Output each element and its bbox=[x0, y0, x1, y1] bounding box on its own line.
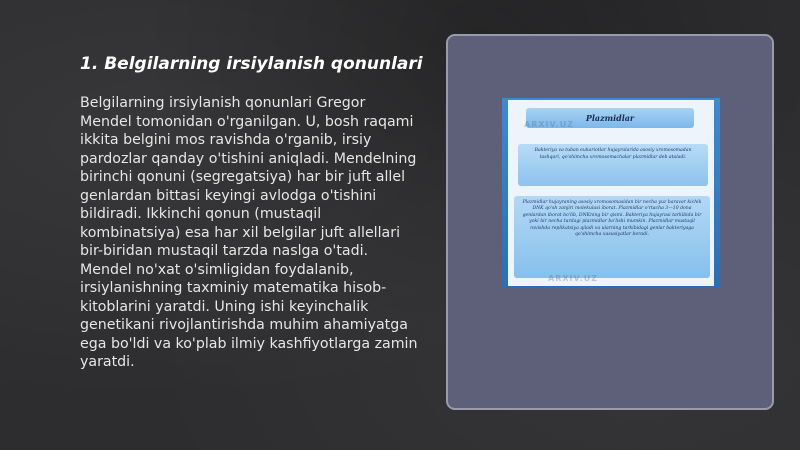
slide-description-box: Plazmidlar hujayraning asosiy xromosomasidan bir necha yuz baravar kichik DNK qo'sh zanjiri molekulasi iborat. Plazmidlar o'rtacha 3—10 dona genlardan iborat bo'lib, DNKning bir qismi. Bakteriya hujayrasi tarkibida bir yoki bir necha turdagi plazmidlar bo'lishi mumkin. Plazmidlar mustaqil ravishda replikatsiya qiladi va ularning tarkibidagi genlar bakteriyaga qo'shimcha xususiyatlar beradi. bbox=[514, 196, 710, 278]
body-paragraph: Belgilarning irsiylanish qonunlari Gregor Mendel tomonidan o'rganilgan. U, bosh raqami ikkita belgini mos ravishda o'rganib, irsiy pardozlar qanday o'tishini aniqladi. Mendelning birinchi qonuni (segregatsiya) har bir juft allel genlardan bittasi keyingi avlodga o'tishini bildiradi. Ikkinchi qonun (mustaqil kombinatsiya) esa har xil belgilar juft allellari bir-biridan mustaqil tarzda naslga o'tadi. Mendel no'xat o'simligidan foydalanib, irsiylanishning taxminiy matematika hisob-kitoblarini yaratdi. Uning ishi keyinchalik genetikani rivojlantirishda muhim ahamiyatga ega bo'ldi va ko'plab ilmiy kashfiyotlarga zamin yaratdi. bbox=[80, 95, 418, 370]
slide-inner bbox=[508, 100, 714, 286]
slide-heading: 1. Belgilarning irsiylanish qonunlari bbox=[80, 54, 423, 74]
slide-title: Plazmidlar bbox=[526, 108, 694, 128]
watermark: ARXIV.UZ bbox=[548, 274, 598, 283]
watermark: ARXIV.UZ bbox=[524, 120, 574, 129]
embedded-slide-image bbox=[502, 98, 720, 288]
slide-definition-box: Bakteriya va tuban eukariotlar hujayralarida asosiy xromosomadan tashqari, qo'shimcha xromosomachalar plazmidlar deb ataladi. bbox=[518, 144, 708, 186]
